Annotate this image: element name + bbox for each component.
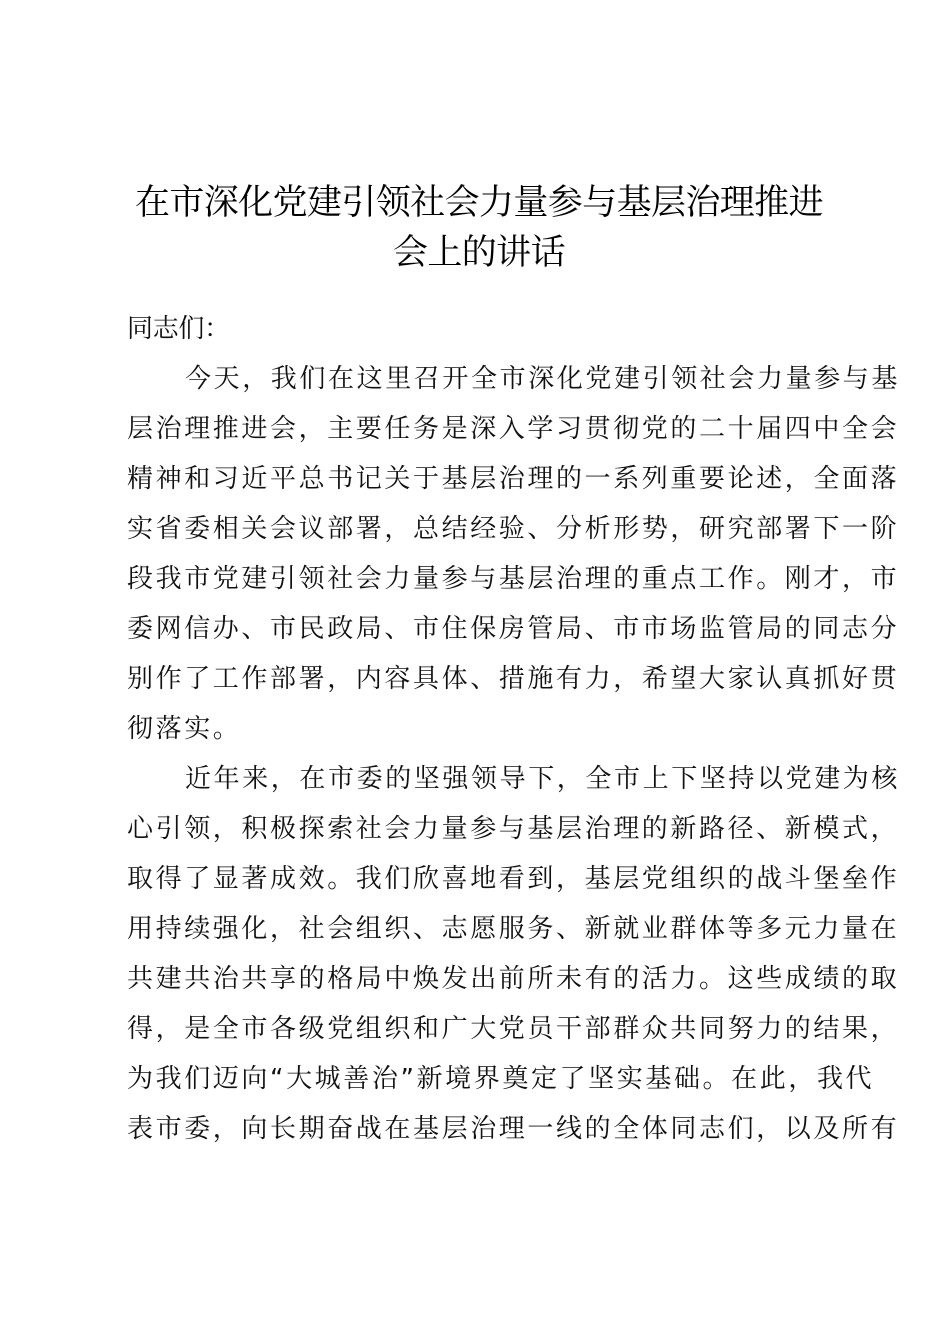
paragraph-line: 委网信办、市民政局、市住保房管局、市市场监管局的同志分 — [127, 614, 900, 644]
paragraph-line: 层治理推进会，主要任务是深入学习贯彻党的二十届四中全会 — [127, 414, 900, 444]
paragraph-2 — [127, 754, 901, 1154]
paragraph-line: 表市委，向长期奋战在基层治理一线的全体同志们，以及所有 — [127, 1114, 900, 1144]
paragraph-line: 共建共治共享的格局中焕发出前所未有的活力。这些成绩的取 — [127, 964, 900, 994]
paragraph-line: 彻落实。 — [127, 714, 242, 744]
paragraph-line: 精神和习近平总书记关于基层治理的一系列重要论述，全面落 — [127, 464, 900, 494]
paragraph-line: 别作了工作部署，内容具体、措施有力，希望大家认真抓好贯 — [127, 664, 900, 694]
document-page — [127, 178, 901, 1154]
paragraph-line: 近年来，在市委的坚强领导下，全市上下坚持以党建为核 — [185, 764, 901, 794]
paragraph-line: 心引领，积极探索社会力量参与基层治理的新路径、新模式， — [127, 814, 900, 844]
document-title — [127, 178, 831, 278]
title-line-1: 在市深化党建引领社会力量参与基层治理推进 — [134, 183, 823, 223]
paragraph-1 — [127, 354, 901, 754]
paragraph-line: 实省委相关会议部署，总结经验、分析形势，研究部署下一阶 — [127, 514, 900, 544]
paragraph-line: 今天，我们在这里召开全市深化党建引领社会力量参与基 — [185, 364, 901, 394]
greeting: 同志们： — [127, 314, 230, 344]
title-line-2: 会上的讲话 — [392, 233, 565, 273]
paragraph-line: 为我们迈向“大城善治”新境界奠定了坚实基础。在此，我代 — [127, 1064, 875, 1094]
paragraph-line: 段我市党建引领社会力量参与基层治理的重点工作。刚才，市 — [127, 564, 900, 594]
paragraph-line: 用持续强化，社会组织、志愿服务、新就业群体等多元力量在 — [127, 914, 900, 944]
paragraph-line: 得，是全市各级党组织和广大党员干部群众共同努力的结果， — [127, 1014, 900, 1044]
paragraph-line: 取得了显著成效。我们欣喜地看到，基层党组织的战斗堡垒作 — [127, 864, 900, 894]
